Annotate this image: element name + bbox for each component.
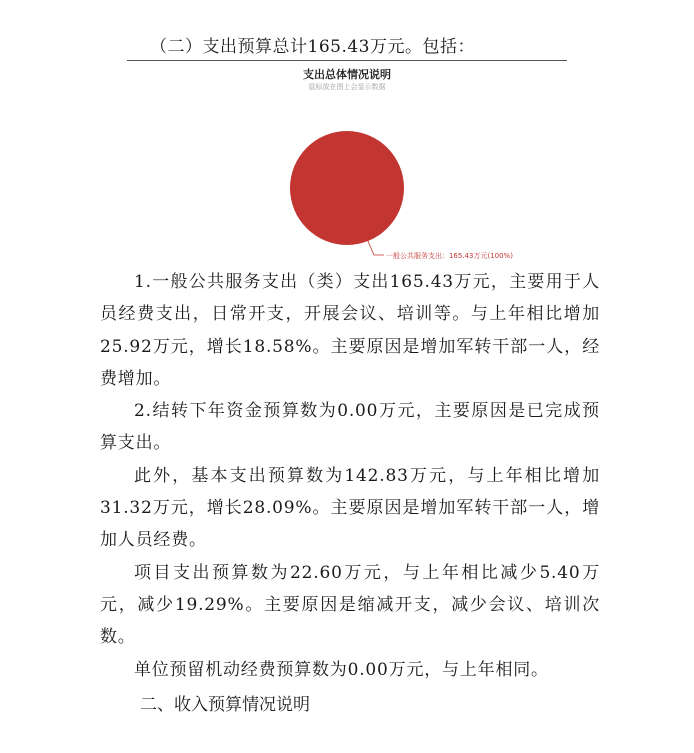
chart-subtitle: 鼠标放在图上会显示数据 bbox=[308, 83, 386, 91]
pie-slice-label: 一般公共服务支出：165.43万元(100%) bbox=[385, 251, 513, 260]
paragraph-carryover-funds: 2.结转下年资金预算数为0.00万元，主要原因是已完成预算支出。 bbox=[100, 401, 600, 454]
pie-chart[interactable] bbox=[0, 0, 694, 270]
document-body bbox=[100, 266, 600, 686]
paragraph-basic-expenditure: 此外，基本支出预算数为142.83万元，与上年相比增加31.32万元，增长28.09%。主要原因是增加军转干部一人，增加人员经费。 bbox=[100, 465, 600, 551]
paragraph-reserve-funds: 单位预留机动经费预算数为0.00万元，与上年相同。 bbox=[134, 659, 549, 680]
chart-title: 支出总体情况说明 bbox=[303, 68, 391, 81]
paragraph-project-expenditure: 项目支出预算数为22.60万元，与上年相比减少5.40万元，减少19.29%。主要原因是缩减开支，减少会议、培训次数。 bbox=[100, 562, 600, 648]
section-heading-income-budget: 二、收入预算情况说明 bbox=[140, 695, 310, 715]
paragraph-general-public-services: 1.一般公共服务支出（类）支出165.43万元，主要用于人员经费支出，日常开支，开展会议、培训等。与上年相比增加25.92万元，增长18.58%。主要原因是增加军转干部一人，经费增加。 bbox=[100, 272, 600, 389]
section-subheading-expenditure-total: （二）支出预算总计165.43万元。包括： bbox=[150, 37, 475, 57]
pie-leader-line bbox=[368, 241, 384, 255]
pie-slice[interactable] bbox=[290, 131, 404, 245]
